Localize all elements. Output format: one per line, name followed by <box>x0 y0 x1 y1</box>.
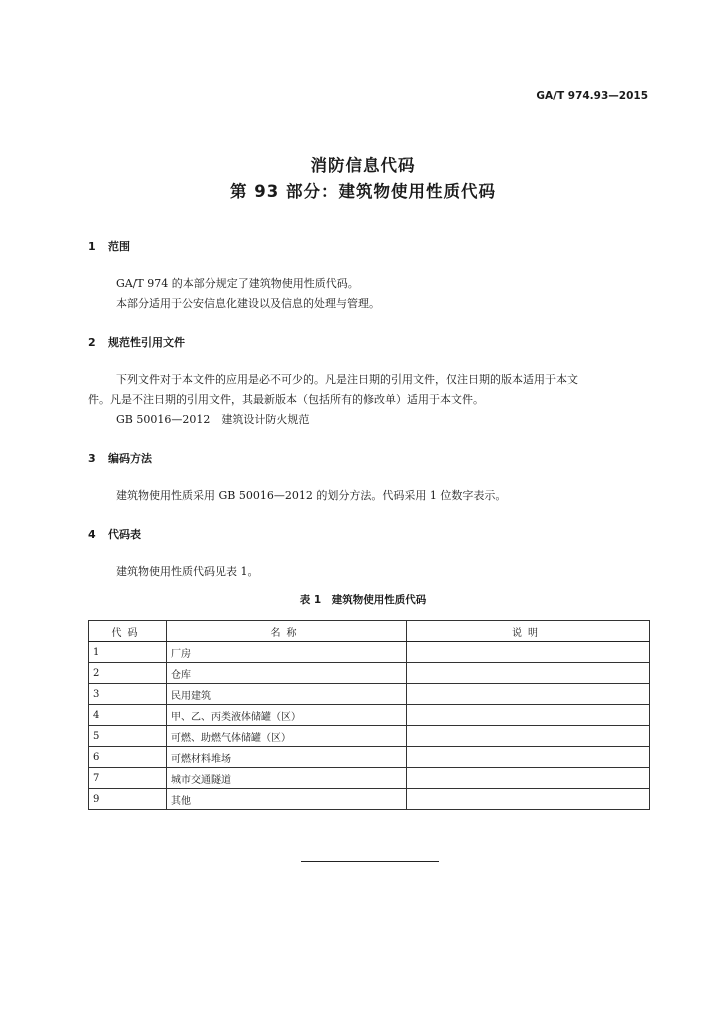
table-row <box>89 726 650 747</box>
table-row <box>89 684 650 705</box>
table-row <box>89 642 650 663</box>
cell-code: 7 <box>89 768 167 789</box>
section-number: 2 <box>88 336 96 349</box>
section-number: 1 <box>88 240 96 253</box>
cell-note <box>407 684 650 705</box>
header-note: 说明 <box>407 621 650 642</box>
cell-code: 3 <box>89 684 167 705</box>
cell-note <box>407 789 650 810</box>
cell-code: 2 <box>89 663 167 684</box>
code-table <box>88 620 650 810</box>
cell-code: 4 <box>89 705 167 726</box>
paragraph: 件。凡是不注日期的引用文件，其最新版本（包括所有的修改单）适用于本文件。 <box>88 393 484 406</box>
cell-name: 可燃材料堆场 <box>167 747 407 768</box>
paragraph: 本部分适用于公安信息化建设以及信息的处理与管理。 <box>116 297 380 310</box>
end-of-document-rule <box>301 861 439 862</box>
section-heading-code-table <box>88 526 141 542</box>
paragraph: 建筑物使用性质采用 GB 50016—2012 的划分方法。代码采用 1 位数字表示。 <box>116 489 507 502</box>
section-number: 3 <box>88 452 96 465</box>
section-title: 代码表 <box>108 528 141 541</box>
paragraph: GA/T 974 的本部分规定了建筑物使用性质代码。 <box>116 277 359 290</box>
cell-name: 民用建筑 <box>167 684 407 705</box>
standard-code: GA/T 974.93—2015 <box>536 90 648 102</box>
header-name: 名称 <box>167 621 407 642</box>
cell-note <box>407 726 650 747</box>
table-row <box>89 789 650 810</box>
table-caption: 表 1 建筑物使用性质代码 <box>299 594 427 606</box>
cell-note <box>407 747 650 768</box>
cell-name: 城市交通隧道 <box>167 768 407 789</box>
cell-note <box>407 705 650 726</box>
cell-note <box>407 642 650 663</box>
section-title: 范围 <box>108 240 130 253</box>
table-header-row <box>89 621 650 642</box>
section-heading-references <box>88 334 185 350</box>
section-title: 规范性引用文件 <box>108 336 185 349</box>
table-row <box>89 747 650 768</box>
cell-code: 9 <box>89 789 167 810</box>
cell-note <box>407 768 650 789</box>
cell-name: 厂房 <box>167 642 407 663</box>
section-title: 编码方法 <box>108 452 152 465</box>
reference-item: GB 50016—2012 建筑设计防火规范 <box>116 413 310 426</box>
cell-name: 甲、乙、丙类液体储罐（区） <box>167 705 407 726</box>
cell-note <box>407 663 650 684</box>
part-title: 第 93 部分：建筑物使用性质代码 <box>230 182 496 201</box>
cell-code: 5 <box>89 726 167 747</box>
cell-name: 其他 <box>167 789 407 810</box>
section-number: 4 <box>88 528 96 541</box>
document-title: 消防信息代码 <box>310 156 416 175</box>
cell-name: 仓库 <box>167 663 407 684</box>
table-row <box>89 705 650 726</box>
paragraph: 下列文件对于本文件的应用是必不可少的。凡是注日期的引用文件，仅注日期的版本适用于本文 <box>116 373 578 386</box>
cell-code: 6 <box>89 747 167 768</box>
header-code: 代码 <box>89 621 167 642</box>
table-row <box>89 768 650 789</box>
section-heading-scope <box>88 238 130 254</box>
cell-name: 可燃、助燃气体储罐（区） <box>167 726 407 747</box>
paragraph: 建筑物使用性质代码见表 1。 <box>116 565 259 578</box>
section-heading-coding-method <box>88 450 152 466</box>
cell-code: 1 <box>89 642 167 663</box>
table-row <box>89 663 650 684</box>
